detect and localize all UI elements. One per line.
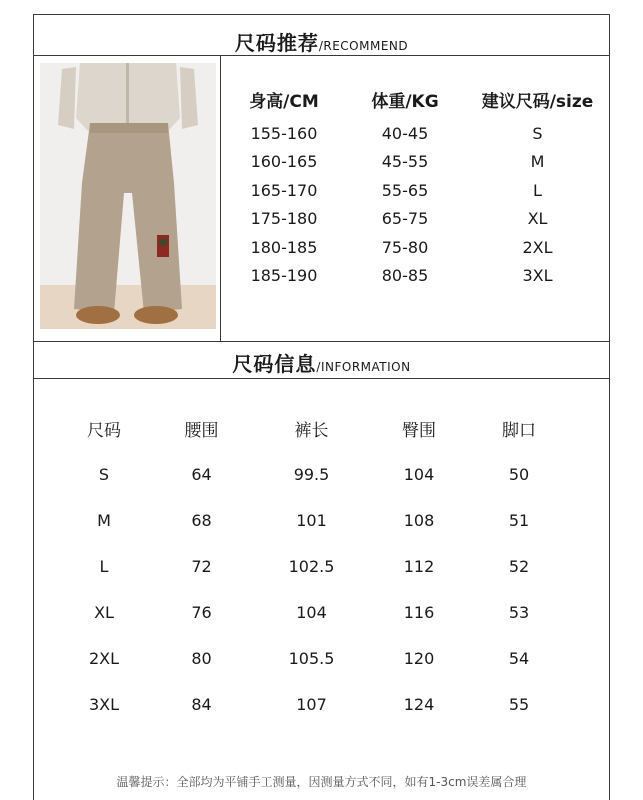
cell-waist: 72	[191, 556, 212, 576]
cell-hip: 104	[403, 464, 435, 484]
cell-weight: 40-45	[381, 123, 429, 143]
cell-weight: 45-55	[381, 152, 429, 172]
measurement-note: 温馨提示：全部均为平铺手工测量，因测量方式不同，如有1-3cm误差属合理	[116, 775, 527, 789]
cell-hip: 116	[403, 602, 435, 622]
cell-waist: 76	[191, 602, 212, 622]
cell-leg-opening: 54	[508, 648, 530, 668]
size-chart-frame	[33, 14, 610, 800]
information-title: 尺码信息	[232, 352, 317, 376]
table-row	[224, 176, 609, 205]
table-row	[224, 233, 609, 262]
cell-leg-opening: 55	[508, 694, 530, 714]
cell-size: 2XL	[522, 237, 553, 257]
header-leg-opening: 脚口	[502, 420, 536, 441]
cell-size: XL	[527, 209, 548, 229]
cell-height: 180-185	[250, 237, 318, 257]
cell-length: 99.5	[293, 464, 330, 484]
cell-height: 165-170	[250, 180, 318, 200]
cell-height: 160-165	[250, 152, 318, 172]
cell-height: 175-180	[250, 209, 318, 229]
header-suggested-size: 建议尺码/size	[481, 91, 594, 112]
table-row	[64, 451, 584, 497]
cell-hip: 120	[403, 648, 435, 668]
model-pants-illustration	[40, 63, 216, 329]
information-table	[64, 405, 584, 727]
cell-size: XL	[94, 602, 114, 622]
cell-length: 107	[296, 694, 327, 714]
cell-waist: 68	[191, 510, 212, 530]
cell-height: 185-190	[250, 266, 318, 286]
divider-vertical	[220, 55, 221, 341]
divider-top	[34, 55, 609, 56]
cell-hip: 112	[403, 556, 435, 576]
information-header-row	[64, 405, 584, 451]
header-weight: 体重/KG	[371, 91, 439, 112]
cell-size: S	[98, 464, 110, 484]
table-row	[224, 119, 609, 148]
table-row	[224, 148, 609, 177]
header-hip: 臀围	[402, 420, 436, 441]
cell-weight: 75-80	[381, 237, 429, 257]
cell-size: L	[533, 180, 542, 200]
cell-size: 3XL	[522, 266, 553, 286]
cell-size: M	[530, 152, 545, 172]
header-size: 尺码	[87, 420, 121, 441]
recommend-title: 尺码推荐	[234, 31, 319, 55]
cell-waist: 80	[191, 648, 212, 668]
cell-size: M	[97, 510, 111, 530]
table-row	[64, 681, 584, 727]
recommend-table	[224, 79, 609, 290]
information-subtitle: /INFORMATION	[316, 360, 411, 374]
cell-hip: 108	[403, 510, 435, 530]
table-row	[64, 543, 584, 589]
cell-height: 155-160	[250, 123, 318, 143]
product-photo	[40, 63, 216, 329]
cell-size: S	[532, 123, 543, 143]
cell-size: 2XL	[88, 648, 120, 668]
cell-leg-opening: 51	[508, 510, 530, 530]
cell-length: 102.5	[288, 556, 335, 576]
table-row	[64, 589, 584, 635]
cell-hip: 124	[403, 694, 435, 714]
cell-leg-opening: 52	[508, 556, 530, 576]
recommend-subtitle: /RECOMMEND	[318, 39, 409, 53]
header-height: 身高/CM	[249, 91, 319, 112]
cell-length: 105.5	[288, 648, 335, 668]
header-length: 裤长	[294, 420, 329, 441]
divider-lower	[34, 378, 609, 379]
cell-weight: 80-85	[381, 266, 429, 286]
table-row	[64, 497, 584, 543]
cell-waist: 64	[191, 464, 212, 484]
cell-size: L	[99, 556, 109, 576]
header-waist: 腰围	[184, 420, 219, 441]
cell-weight: 55-65	[381, 180, 429, 200]
cell-waist: 84	[191, 694, 212, 714]
table-row	[64, 635, 584, 681]
cell-length: 104	[296, 602, 327, 622]
table-row	[224, 262, 609, 291]
cell-leg-opening: 53	[508, 602, 530, 622]
recommend-header-row	[224, 79, 609, 119]
cell-length: 101	[296, 510, 327, 530]
recommend-heading	[34, 27, 609, 56]
cell-weight: 65-75	[381, 209, 429, 229]
table-row	[224, 205, 609, 234]
cell-leg-opening: 50	[508, 464, 530, 484]
divider-middle	[34, 341, 609, 342]
information-heading	[34, 348, 609, 377]
cell-size: 3XL	[88, 694, 120, 714]
